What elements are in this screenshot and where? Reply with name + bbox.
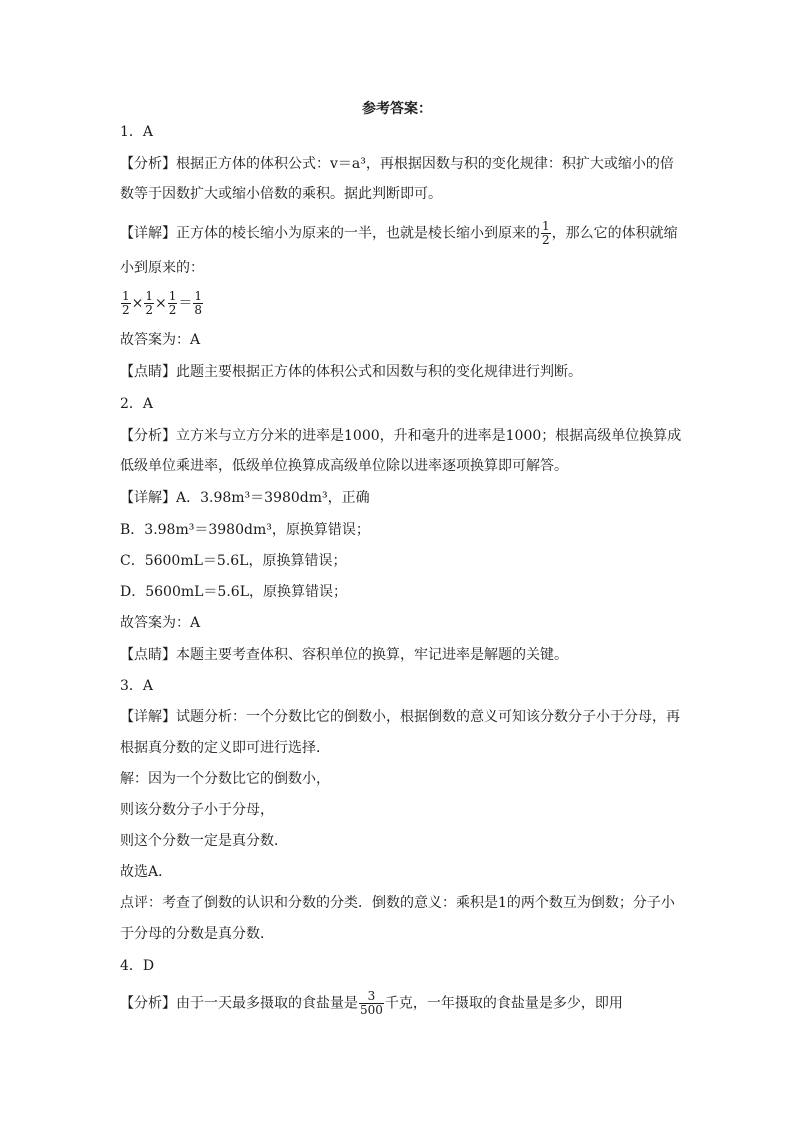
q1-analysis-line1	[120, 154, 674, 174]
analysis-text: 根据正方体的体积公式：v＝a³，再根据因数与积的变化规律：积扩大或缩小的倍	[176, 156, 674, 172]
q3-comment-line2: 于分母的分数是真分数．	[120, 926, 274, 942]
fraction-half: $\frac{1}{2}$	[145, 289, 154, 317]
fraction-salt: $\frac{3}{500}$	[360, 989, 383, 1017]
fraction-half: $\frac{1}{2}$	[542, 219, 550, 247]
q1-answer: 故答案为：A	[120, 332, 201, 348]
q2-analysis-line1: 【分析】立方米与立方分米的进率是1000，升和毫升的进率是1000；根据高级单位换算成	[120, 428, 682, 444]
q1-comment: 【点睛】此题主要根据正方体的体积公式和因数与积的变化规律进行判断。	[120, 364, 582, 380]
q4-number: 4．D	[120, 958, 155, 974]
q3-solution-2: 则该分数分子小于分母，	[120, 802, 274, 818]
fraction-half: $\frac{1}{2}$	[122, 289, 130, 317]
q3-solution-4: 故选A．	[120, 864, 173, 880]
fraction-result: $\frac{1}{8}$	[194, 289, 203, 317]
q3-detail-line2: 根据真分数的定义即可进行选择．	[120, 740, 330, 756]
page-title: 参考答案：	[362, 101, 432, 117]
q1-equation: $\frac{1}{2}$ × $\frac{1}{2}$ × $\frac{1}{2}$ ＝ $\frac{1}{8}$	[122, 289, 203, 317]
q3-number: 3．A	[120, 678, 154, 694]
fraction-half: $\frac{1}{2}$	[168, 289, 177, 317]
q1-detail-line2: 小到原来的：	[120, 260, 204, 276]
q3-solution-3: 则这个分数一定是真分数．	[120, 833, 288, 849]
q2-option-c: C．5600mL＝5.6L，原换算错误；	[120, 553, 347, 569]
q2-option-d: D．5600mL＝5.6L，原换算错误；	[120, 584, 347, 600]
q3-comment-line1: 点评：考查了倒数的认识和分数的分类．倒数的意义：乘积是1的两个数互为倒数；分子小	[120, 895, 675, 911]
q2-analysis-line2: 低级单位乘进率，低级单位换算成高级单位除以进率逐项换算即可解答。	[120, 458, 568, 474]
analysis-tag: 【分析】	[120, 156, 176, 172]
q3-detail-line1: 【详解】试题分析：一个分数比它的倒数小，根据倒数的意义可知该分数分子小于分母，再	[120, 709, 680, 725]
q2-option-b: B．3.98m³＝3980dm³，原换算错误；	[120, 522, 370, 538]
analysis-tag: 【分析】	[120, 995, 176, 1012]
q3-solution-1: 解：因为一个分数比它的倒数小，	[120, 771, 330, 787]
q1-number: 1．A	[120, 124, 154, 140]
q2-answer: 故答案为：A	[120, 615, 201, 631]
q1-detail-line1: 【详解】正方体的棱长缩小为原来的一半，也就是棱长缩小到原来的 $\frac{1}{2}$ ，那么它的体积就缩	[120, 219, 678, 247]
q4-analysis-line1: 【分析】由于一天最多摄取的食盐量是 $\frac{3}{500}$ 千克，一年摄取的食盐量是多少，即用	[120, 989, 623, 1017]
comment-tag: 【点睛】	[120, 364, 176, 380]
q2-detail-option-a: 【详解】A．3.98m³＝3980dm³，正确	[120, 490, 370, 506]
detail-tag: 【详解】	[120, 225, 176, 242]
detail-tag: 【详解】	[120, 490, 176, 506]
detail-tag: 【详解】	[120, 709, 176, 725]
analysis-tag: 【分析】	[120, 428, 176, 444]
q2-number: 2．A	[120, 396, 154, 412]
comment-tag: 【点睛】	[120, 647, 176, 663]
q2-comment: 【点睛】本题主要考查体积、容积单位的换算，牢记进率是解题的关键。	[120, 647, 568, 663]
q1-analysis-line2: 数等于因数扩大或缩小倍数的乘积。据此判断即可。	[120, 186, 442, 202]
